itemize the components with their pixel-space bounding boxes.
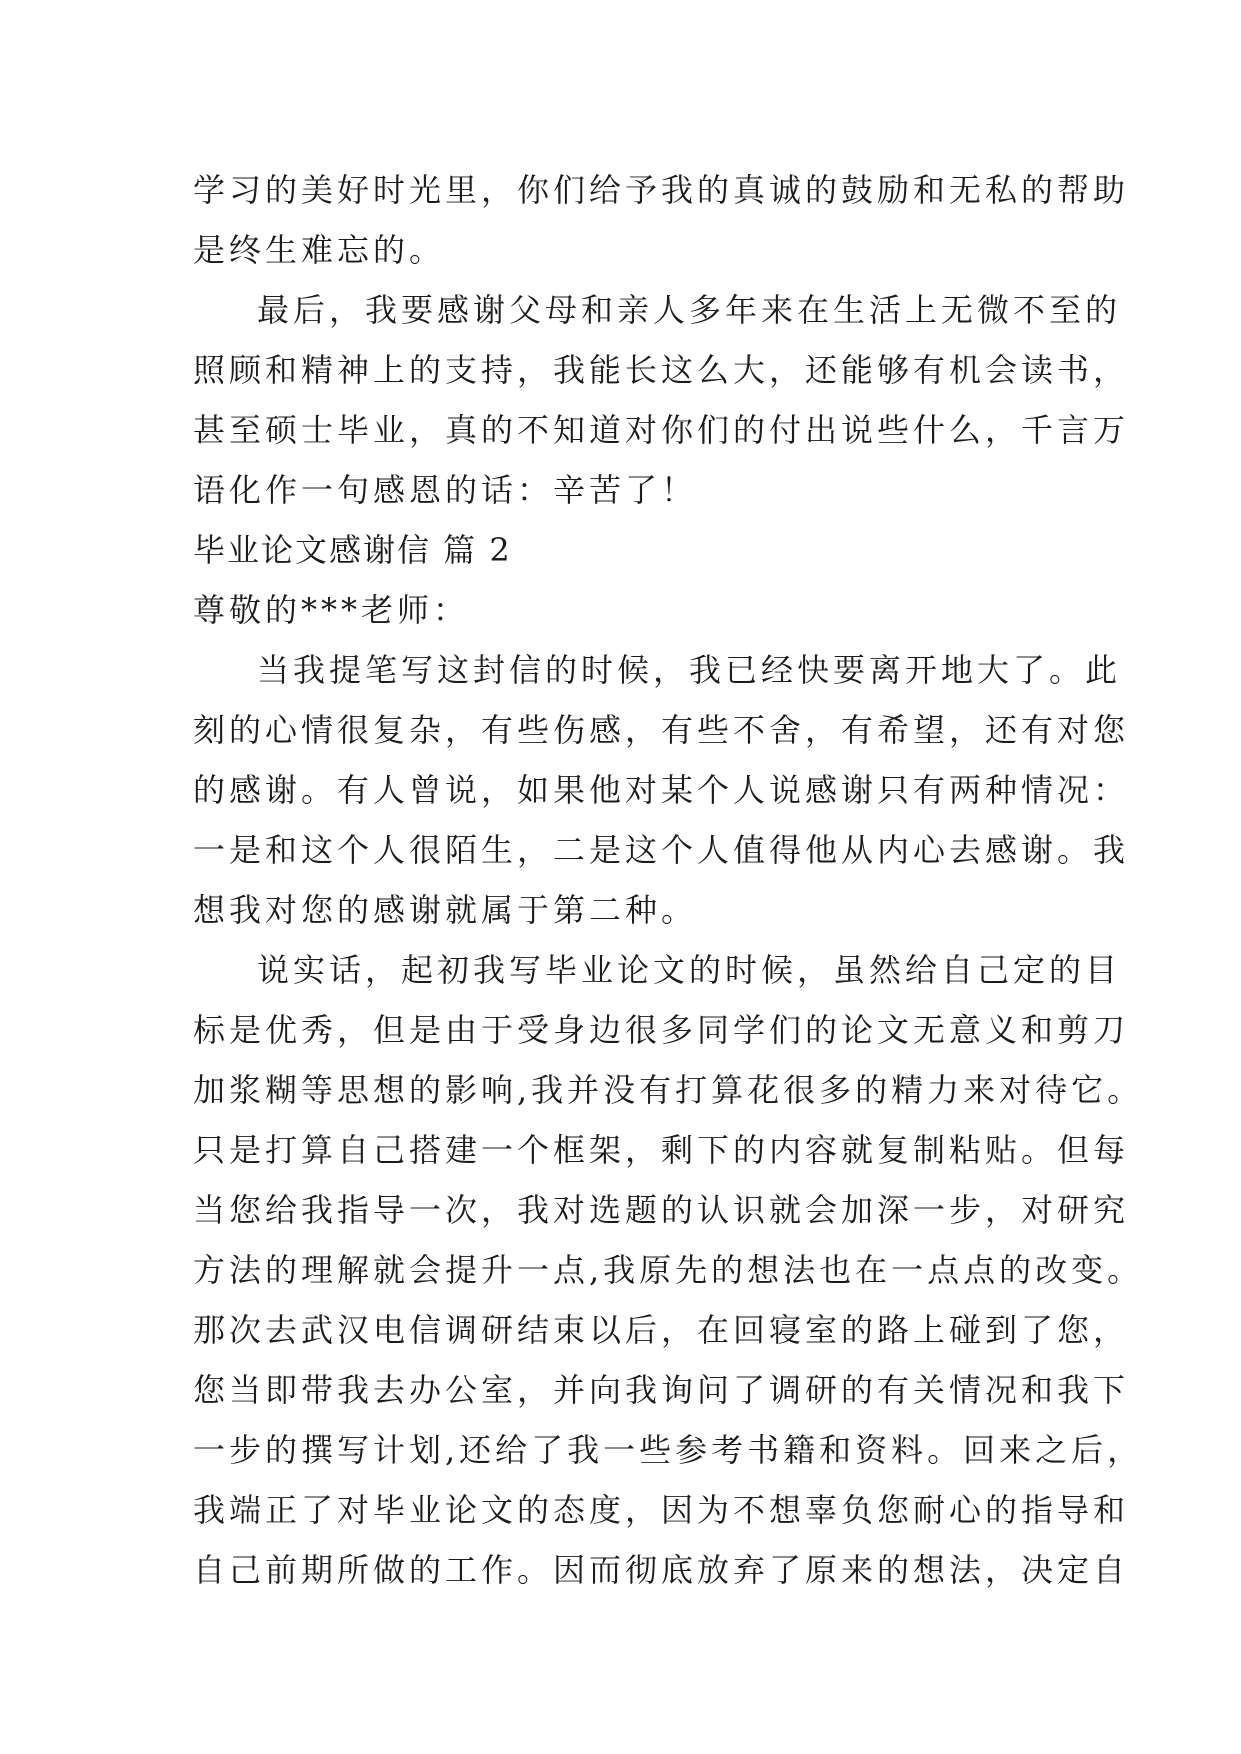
section-heading: 毕业论文感谢信 篇 2	[193, 531, 512, 569]
text-line: 一步的撰写计划,还给了我一些参考书籍和资料。回来之后，	[193, 1431, 1144, 1469]
text-line: 自己前期所做的工作。因而彻底放弃了原来的想法，决定自	[193, 1551, 1130, 1589]
text-line: 照顾和精神上的支持，我能长这么大，还能够有机会读书，	[193, 351, 1130, 389]
text-line: 您当即带我去办公室，并向我询问了调研的有关情况和我下	[193, 1371, 1130, 1409]
text-line: 语化作一句感恩的话：辛苦了！	[193, 471, 698, 509]
text-line: 刻的心情很复杂，有些伤感，有些不舍，有希望，还有对您	[193, 711, 1130, 749]
text-line: 加浆糊等思想的影响,我并没有打算花很多的精力来对待它。	[193, 1071, 1144, 1109]
text-line: 的感谢。有人曾说，如果他对某个人说感谢只有两种情况：	[193, 771, 1130, 809]
text-line: 当我提笔写这封信的时候，我已经快要离开地大了。此	[257, 651, 1122, 689]
text-line: 最后，我要感谢父母和亲人多年来在生活上无微不至的	[257, 291, 1122, 329]
salutation: 尊敬的***老师：	[193, 591, 470, 629]
text-line: 想我对您的感谢就属于第二种。	[193, 891, 698, 929]
text-line: 标是优秀，但是由于受身边很多同学们的论文无意义和剪刀	[193, 1011, 1130, 1049]
text-line: 只是打算自己搭建一个框架，剩下的内容就复制粘贴。但每	[193, 1131, 1130, 1169]
text-line: 我端正了对毕业论文的态度，因为不想辜负您耐心的指导和	[193, 1491, 1130, 1529]
text-line: 一是和这个人很陌生，二是这个人值得他从内心去感谢。我	[193, 831, 1130, 869]
text-line: 当您给我指导一次，我对选题的认识就会加深一步，对研究	[193, 1191, 1130, 1229]
text-line: 那次去武汉电信调研结束以后，在回寝室的路上碰到了您，	[193, 1311, 1130, 1349]
text-line: 方法的理解就会提升一点,我原先的想法也在一点点的改变。	[193, 1251, 1144, 1289]
text-line: 说实话，起初我写毕业论文的时候，虽然给自己定的目	[257, 951, 1122, 989]
text-line: 是终生难忘的。	[193, 231, 446, 269]
document-page	[193, 160, 1144, 1600]
text-line: 学习的美好时光里，你们给予我的真诚的鼓励和无私的帮助	[193, 171, 1130, 209]
text-line: 甚至硕士毕业，真的不知道对你们的付出说些什么，千言万	[193, 411, 1130, 449]
